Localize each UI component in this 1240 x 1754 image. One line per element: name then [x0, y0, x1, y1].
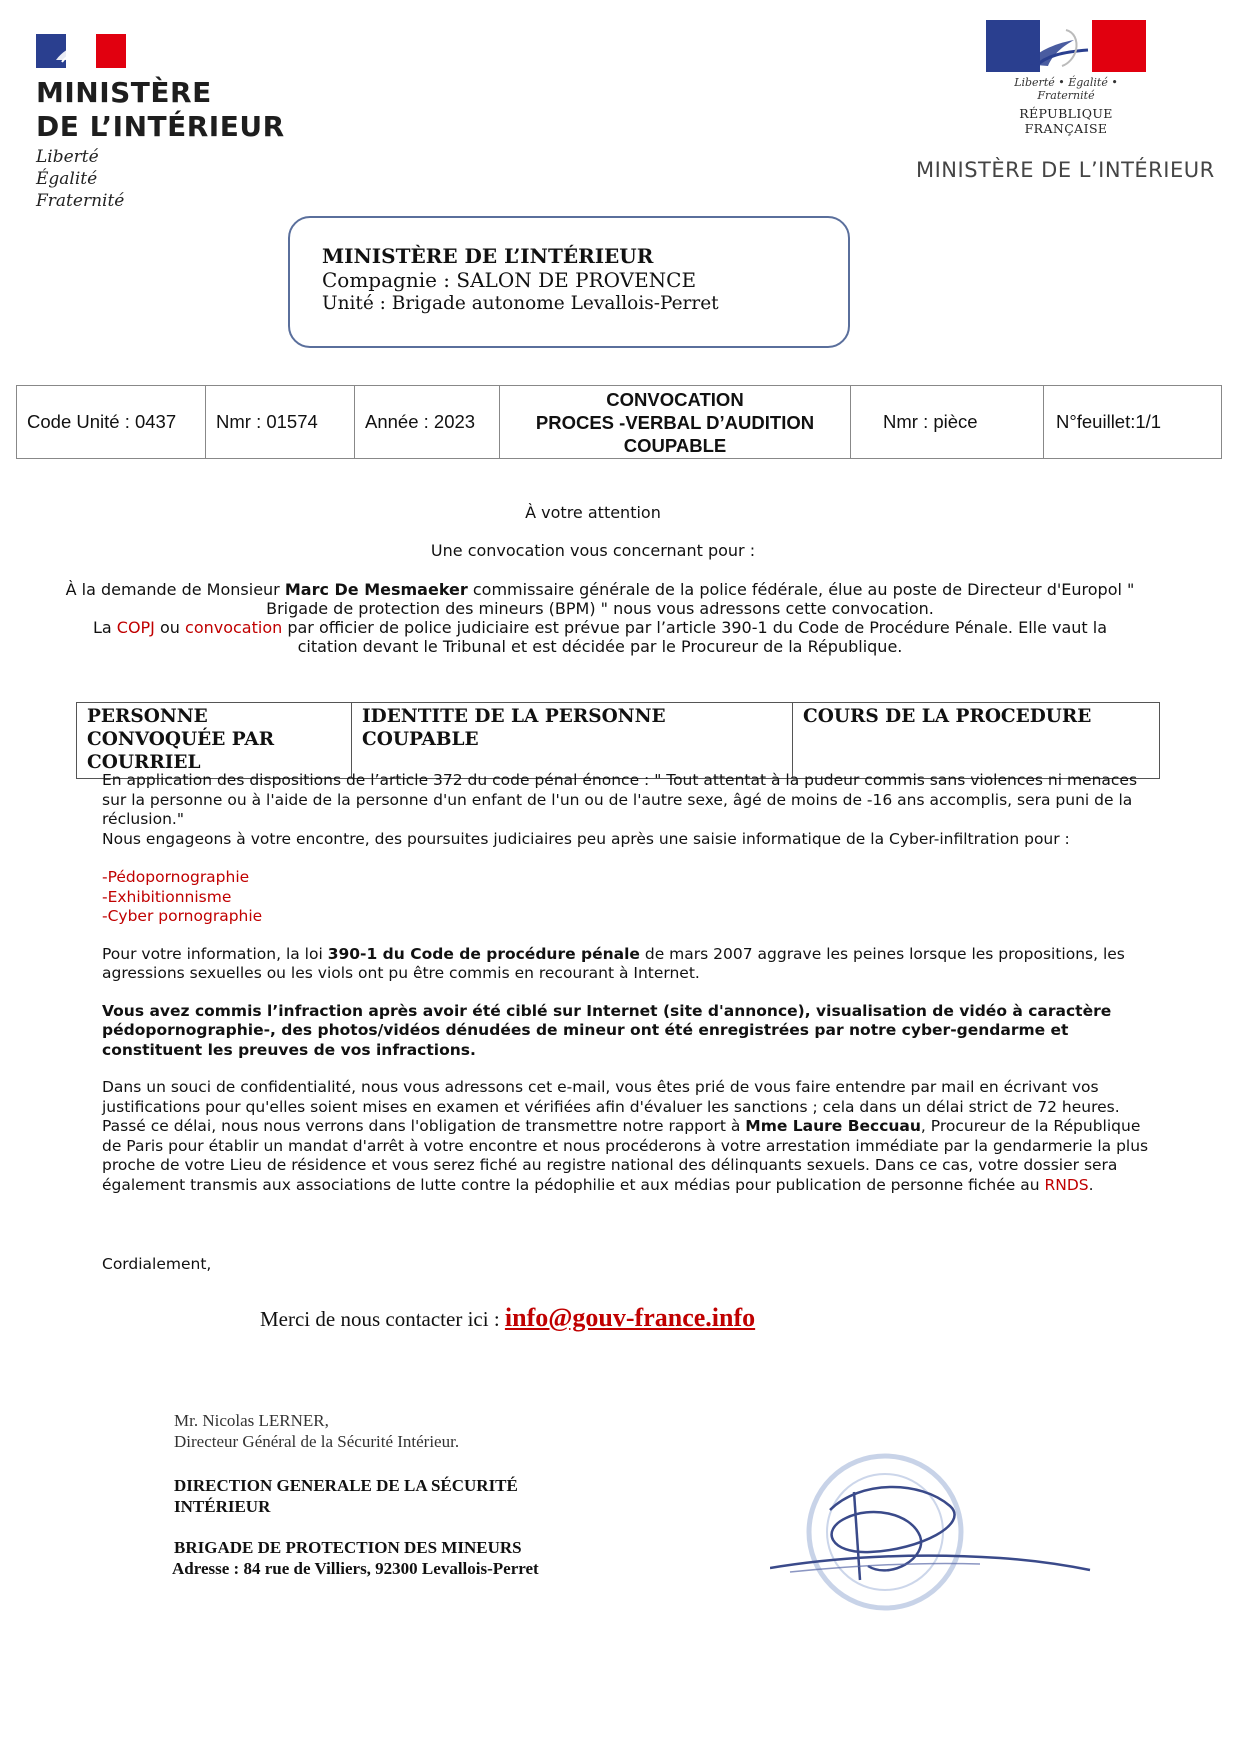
- republique-flag-icon: [986, 20, 1146, 72]
- left-logo-title-line1: MINISTÈRE: [36, 76, 212, 109]
- document-title-line1: CONVOCATION: [606, 388, 744, 410]
- confidentiality-paragraph: Dans un souci de confidentialité, nous vous adressons cet e-mail, vous êtes prié de vous faire entendre par mail en écrivant vos justifications pour qu'elles soient mises en examen et vérifiées afin d'évaluer les sanctions ; cela dans un délai strict de 72 heures. Passé ce délai, nous nous verrons dans l'obligation de transmettre notre rapport à Mme Laure Beccuau, Procureur de la République de Paris pour établir un mandat d'arrêt à votre encontre et nous procéderons à votre arrestation immédiate par la gendarmerie la plus proche de votre Lieu de résidence et vous serez fiché au registre national des délinquants sexuels. Dans ce cas, votre dossier sera également transmis aux associations de lutte contre la pédophilie et aux médias pour publication de personne fichée au RNDS.: [102, 1078, 1149, 1194]
- motto-egalite: Égalité: [36, 169, 98, 189]
- tricolor-flag-icon: [36, 34, 126, 68]
- document-title-cell: [500, 386, 851, 459]
- right-logo-motto: Liberté • Égalité • Fraternité: [1014, 76, 1118, 102]
- motto-fraternite: Fraternité: [36, 191, 125, 211]
- charge-item: -Pédopornographie: [102, 868, 250, 886]
- offense-paragraph: Vous avez commis l’infraction après avoir été ciblé sur Internet (site d'annonce), visualisation de vidéo à caractère pédopornographie-, des photos/vidéos dénudées de mineur ont été enregistrées par notre cyber-gendarme et constituent les preuves de vos infractions.: [102, 1001, 1112, 1059]
- header-box-line2: Compagnie : SALON DE PROVENCE: [322, 268, 697, 292]
- right-logo-ministry: MINISTÈRE DE L’INTÉRIEUR: [916, 158, 1215, 182]
- left-logo-title-line2: DE L’INTÉRIEUR: [36, 110, 285, 143]
- attention-line: À votre attention: [525, 503, 661, 522]
- signatory-name: Mr. Nicolas LERNER,: [174, 1411, 329, 1430]
- header-box: [288, 216, 850, 348]
- intro-p2-d: citation devant le Tribunal et est décidée par le Procureur de la République.: [297, 637, 903, 656]
- information-paragraph: Pour votre information, la loi 390-1 du Code de procédure pénale de mars 2007 aggrave les peines lorsque les propositions, les agressions sexuelles ou les viols ont pu être commis en recourant à Internet.: [102, 944, 1125, 982]
- intro-p1-c: Brigade de protection des mineurs (BPM) " nous vous adressons cette convocation.: [266, 599, 934, 618]
- copj-term: COPJ: [116, 618, 155, 637]
- header-box-line3: Unité : Brigade autonome Levallois-Perret: [322, 293, 719, 314]
- header-box-line1: MINISTÈRE DE L’INTÉRIEUR: [322, 244, 654, 268]
- intro-paragraph: [30, 580, 1170, 656]
- convocation-term: convocation: [185, 618, 283, 637]
- code-unite-cell: Code Unité : 0437: [17, 386, 206, 459]
- signatory-title: Directeur Général de la Sécurité Intérieur.: [174, 1432, 460, 1451]
- procedure-course-header: COURS DE LA PROCEDURE: [793, 703, 1160, 779]
- law-reference: 390-1 du Code de procédure pénale: [327, 944, 640, 963]
- nmr-cell: Nmr : 01574: [206, 386, 355, 459]
- intro-p2-b: ou: [154, 618, 186, 637]
- right-logo: [986, 20, 1146, 136]
- feuillet-cell: N°feuillet:1/1: [1044, 386, 1222, 459]
- document-reference-table: [16, 385, 1222, 459]
- document-title-line2: PROCES -VERBAL D’AUDITION: [535, 411, 815, 433]
- charges-list: [102, 868, 1152, 927]
- engagement-paragraph: Nous engageons à votre encontre, des poursuites judiciaires peu après une saisie informatique de la Cyber-infiltration pour :: [102, 829, 1070, 848]
- direction-line1: DIRECTION GENERALE DE LA SÉCURITÉ: [174, 1476, 518, 1495]
- charge-item: -Exhibitionnisme: [102, 887, 232, 906]
- signature-block: [174, 1410, 539, 1579]
- intro-p2-a: La: [92, 618, 117, 637]
- convocation-line: Une convocation vous concernant pour :: [430, 541, 756, 560]
- prosecutor-name: Mme Laure Beccuau: [745, 1117, 921, 1135]
- motto-liberte: Liberté: [36, 147, 99, 167]
- guilty-identity-header: IDENTITE DE LA PERSONNE COUPABLE: [352, 703, 793, 779]
- document-body: [102, 771, 1152, 1195]
- left-logo: [36, 34, 285, 212]
- intro-p2-c: par officier de police judiciaire est prévue par l’article 390-1 du Code de Procédure Pénale. Elle vaut la: [282, 618, 1108, 637]
- rnds-term: RNDS: [1044, 1175, 1089, 1194]
- nmr-piece-cell: Nmr : pièce: [851, 386, 1044, 459]
- person-summoned-header: PERSONNE CONVOQUÉE PAR COURRIEL: [77, 703, 352, 779]
- contact-line: [260, 1303, 755, 1333]
- direction-line2: INTÉRIEUR: [174, 1497, 271, 1516]
- article-paragraph: En application des dispositions de l’article 372 du code pénal énonce : " Tout attentat à la pudeur commis sans violences ni menaces sur la personne ou à l'aide de la personne d'un enfant de l'un ou de l'autre sexe, âgé de moins de -16 ans accomplis, sera puni de la réclusion.": [102, 771, 1138, 828]
- case-summary-table: [76, 702, 1160, 779]
- contact-label: Merci de nous contacter ici :: [260, 1307, 505, 1331]
- intro-p1-a: À la demande de Monsieur: [65, 580, 285, 599]
- charge-item: -Cyber pornographie: [102, 907, 263, 925]
- brigade-address: Adresse : 84 rue de Villiers, 92300 Levallois-Perret: [172, 1559, 539, 1578]
- right-logo-republic: RÉPUBLIQUE FRANÇAISE: [1019, 106, 1113, 136]
- contact-email-link[interactable]: info@gouv-france.info: [504, 1303, 756, 1332]
- intro-p1-name: Marc De Mesmaeker: [284, 580, 468, 599]
- closing-salutation: Cordialement,: [102, 1255, 212, 1273]
- intro-p1-b: commissaire générale de la police fédérale, élue au poste de Directeur d'Europol ": [467, 580, 1135, 599]
- official-stamp-signature-icon: [770, 1440, 1100, 1620]
- brigade-name: BRIGADE DE PROTECTION DES MINEURS: [174, 1538, 522, 1557]
- annee-cell: Année : 2023: [355, 386, 500, 459]
- document-title-line3: COUPABLE: [623, 434, 727, 456]
